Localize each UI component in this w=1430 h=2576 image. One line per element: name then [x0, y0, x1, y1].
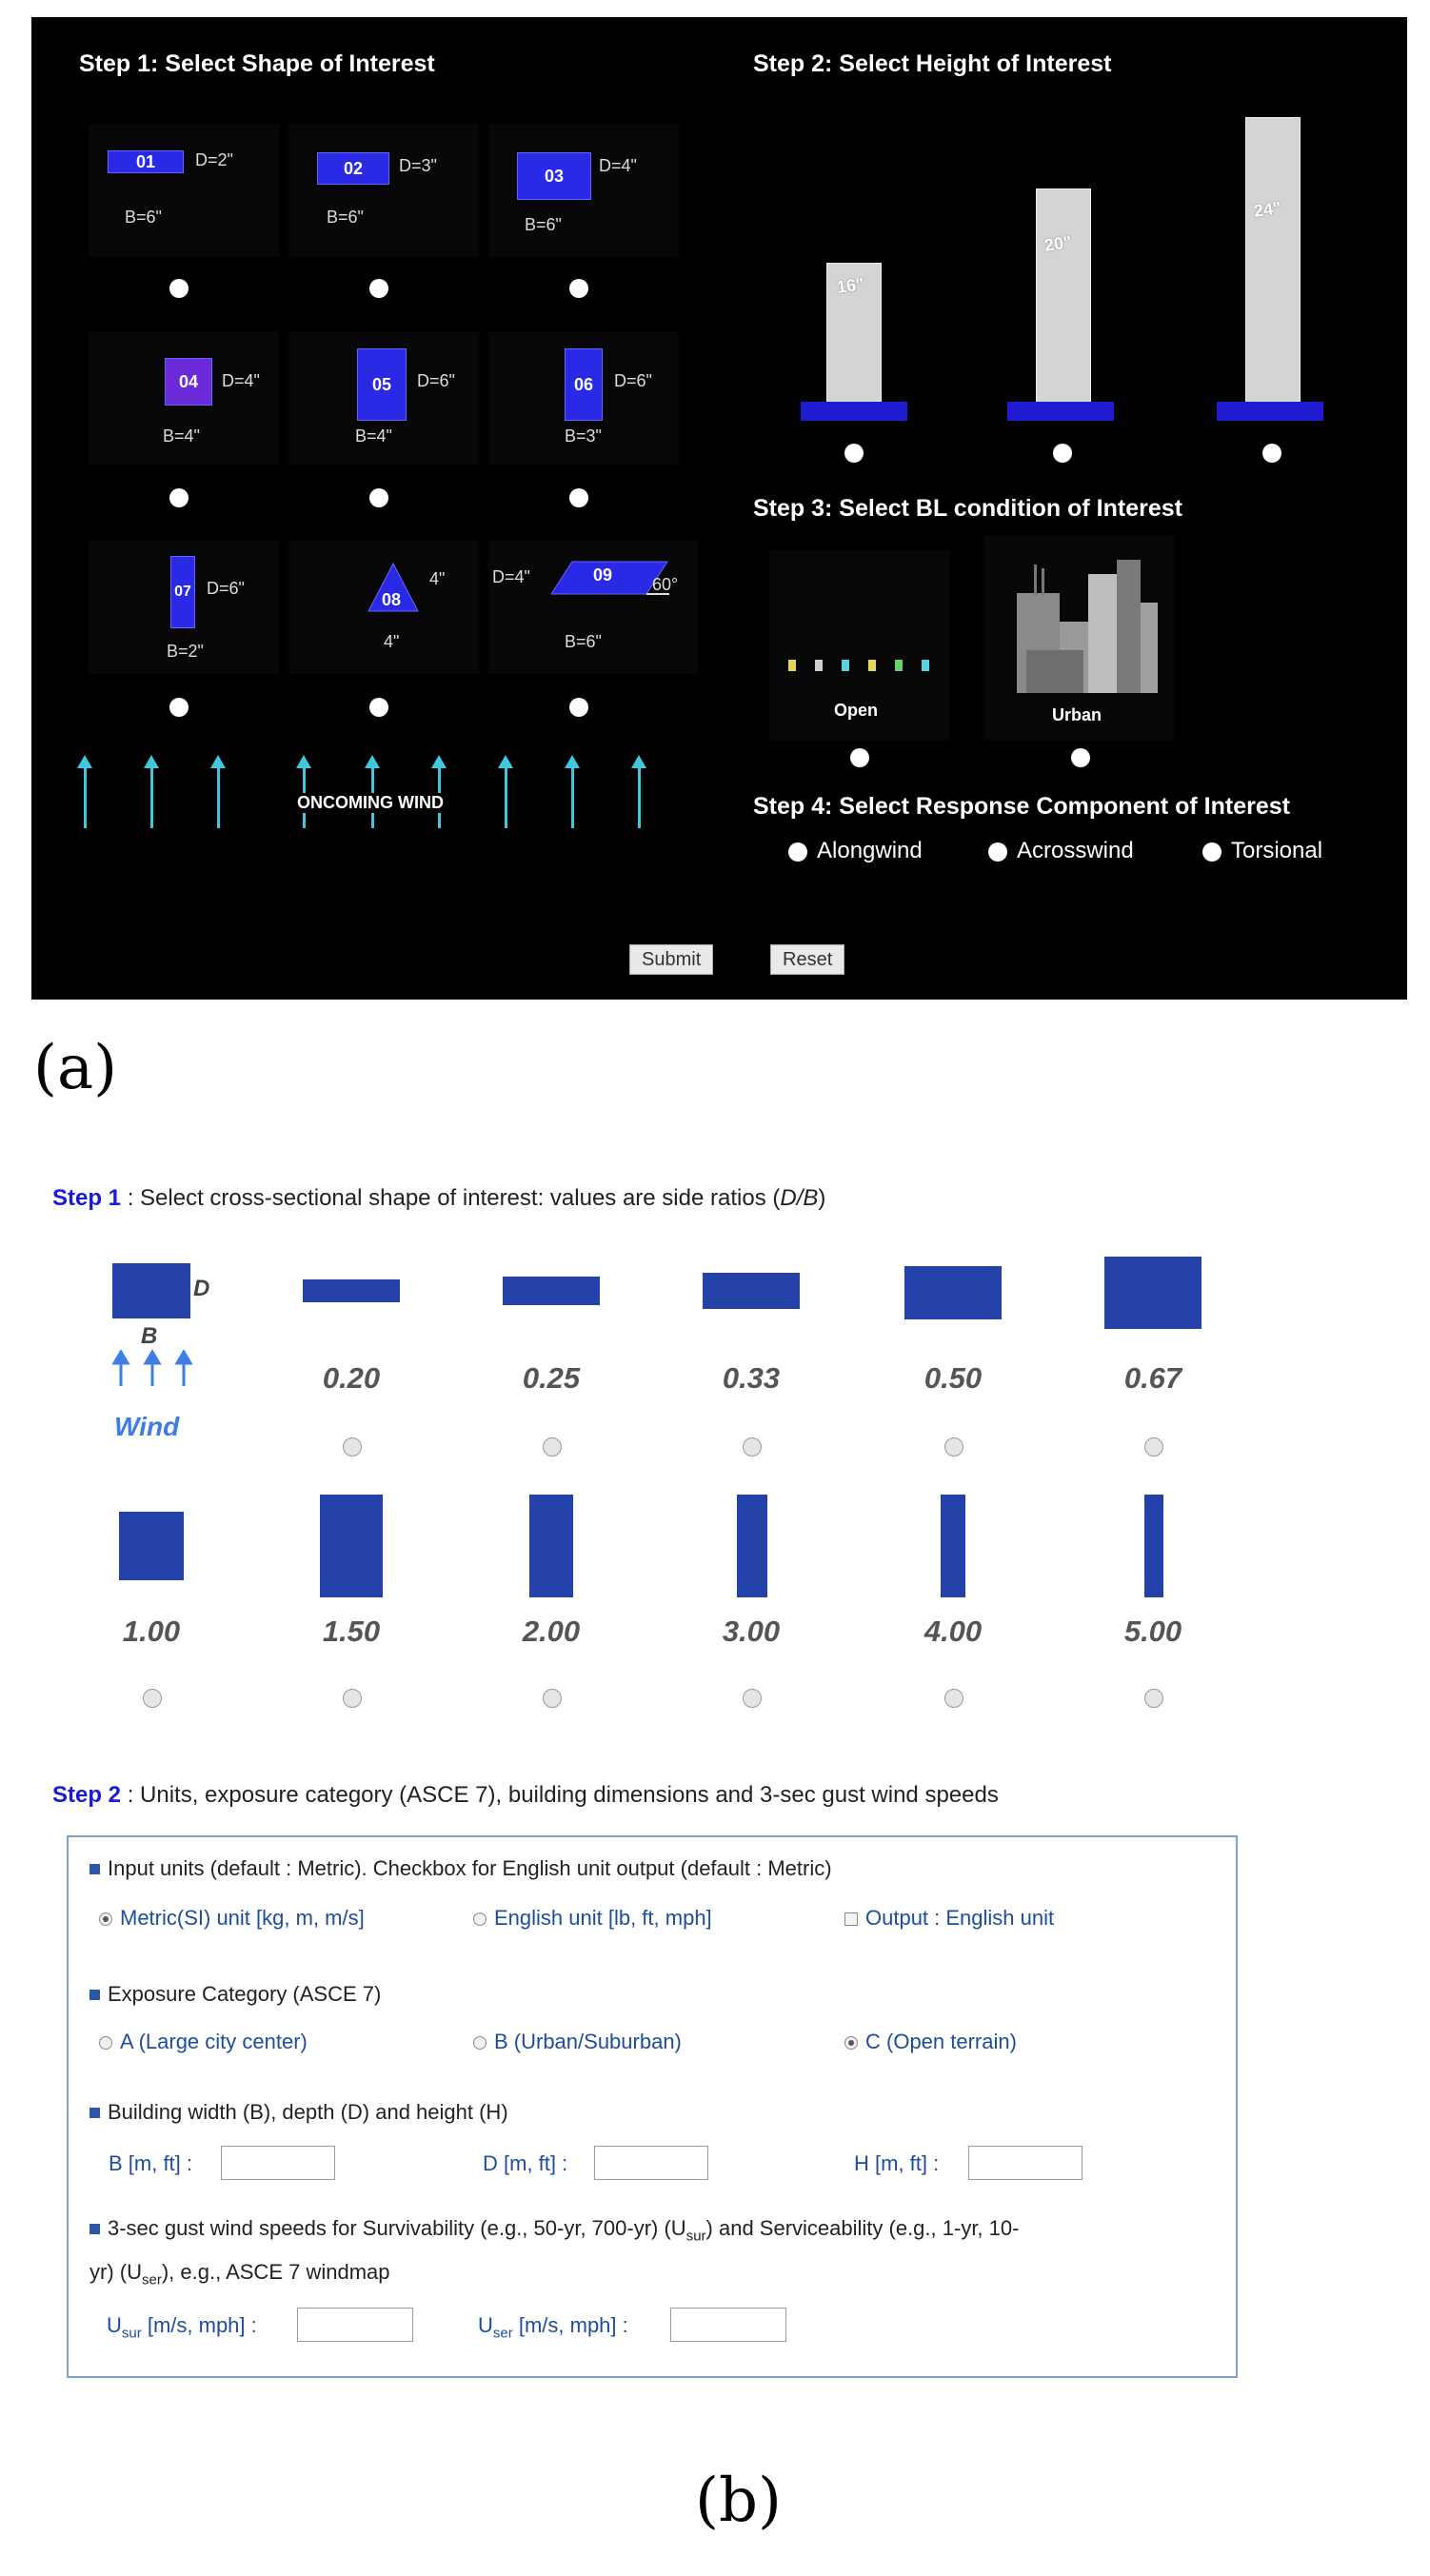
shape-07-width: B=2" — [167, 642, 204, 661]
section-bullet-icon — [89, 2224, 100, 2234]
shape-02-radio[interactable] — [369, 279, 388, 298]
ratio-5.00-radio[interactable] — [1144, 1689, 1163, 1708]
section-bullet-icon — [89, 2108, 100, 2118]
ratio-label: 3.00 — [722, 1615, 781, 1648]
step3-title: Step 3: Select BL condition of Interest — [753, 495, 1182, 522]
height-h-input[interactable] — [968, 2146, 1082, 2180]
height-h-label: H [m, ft] : — [854, 2151, 940, 2175]
ratio-0.50-radio[interactable] — [944, 1437, 963, 1456]
ratio-label: 0.25 — [522, 1361, 581, 1395]
oncoming-wind-label: ONCOMING WIND — [293, 793, 447, 813]
width-b-input[interactable] — [221, 2146, 335, 2180]
panel-a-label: (a) — [33, 1033, 118, 1103]
shape-02-depth: D=3" — [399, 156, 437, 175]
height-24-radio[interactable] — [1262, 444, 1281, 463]
shape-04-width: B=4" — [163, 426, 200, 446]
shape-05-depth: D=6" — [417, 371, 455, 390]
shape-ratio-2.00[interactable] — [529, 1495, 573, 1597]
shape-03-block[interactable]: 03 — [517, 152, 591, 200]
radio-checked-icon[interactable] — [844, 2036, 858, 2050]
legend-depth-label: D — [193, 1276, 210, 1301]
response-torsional-radio[interactable] — [1202, 842, 1221, 862]
gust-section-title-line2: yr) $(U_{ser})$, e.g., ASCE 7 windmap — [89, 2260, 390, 2289]
shape-ratio-0.50[interactable] — [904, 1266, 1002, 1319]
shape-01-depth: D=2" — [195, 150, 233, 169]
bl-urban-cell — [983, 536, 1174, 741]
shape-02-block[interactable]: 02 — [317, 152, 389, 185]
ratio-2.00-radio[interactable] — [543, 1689, 562, 1708]
unit-metric-option[interactable]: Metric(SI) unit [kg, m, m/s] — [99, 1906, 365, 1931]
radio-unchecked-icon[interactable] — [99, 2036, 112, 2050]
shape-cell-08 — [288, 541, 479, 674]
shape-06-depth: D=6" — [614, 371, 652, 390]
shape-08-width: 4" — [384, 632, 400, 651]
ratio-0.67-radio[interactable] — [1144, 1437, 1163, 1456]
shape-03-width: B=6" — [525, 215, 562, 234]
wind-arrows-icon — [109, 1350, 195, 1388]
ratio-4.00-radio[interactable] — [944, 1689, 963, 1708]
ratio-1.00-radio[interactable] — [143, 1689, 162, 1708]
usur-label: $U_{sur}$ [m/s, mph] : — [107, 2313, 257, 2342]
b-step1-ratio-symbol: D/B — [780, 1185, 819, 1211]
shape-cell-09 — [488, 541, 698, 674]
b-step2-text: : Units, exposure category (ASCE 7), building dimensions and 3-sec gust wind speeds — [121, 1782, 999, 1808]
b-step2-number: Step 2 — [52, 1782, 122, 1808]
shape-08-depth: 4" — [429, 569, 446, 588]
ratio-label: 1.50 — [322, 1615, 381, 1648]
gust-section-title-line1: 3-sec gust wind speeds for Survivability (e.g., 50-yr, 700-yr) $(U_{sur})$ and Serviceability (e.g., 1-yr, 10- — [89, 2216, 1019, 2244]
response-acrosswind-label: Acrosswind — [1017, 838, 1134, 863]
wind-legend-label: Wind — [114, 1412, 180, 1441]
shape-07-block[interactable]: 07 — [170, 556, 195, 628]
response-acrosswind-radio[interactable] — [988, 842, 1007, 862]
units-section-title: Input units (default : Metric). Checkbox for English unit output (default : Metric) — [89, 1856, 832, 1881]
b-step2-heading — [52, 1782, 999, 1809]
shape-03-radio[interactable] — [569, 279, 588, 298]
shape-06-radio[interactable] — [569, 488, 588, 507]
height-16-label: 16" — [835, 274, 865, 297]
response-alongwind-radio[interactable] — [788, 842, 807, 862]
exposure-a-option[interactable]: A (Large city center) — [99, 2030, 308, 2054]
shape-08-radio[interactable] — [369, 698, 388, 717]
shape-09-depth: D=4" — [492, 567, 530, 586]
shape-cell-03 — [488, 124, 679, 257]
radio-unchecked-icon[interactable] — [473, 1912, 487, 1926]
ratio-0.33-radio[interactable] — [743, 1437, 762, 1456]
shape-05-radio[interactable] — [369, 488, 388, 507]
shape-06-width: B=3" — [565, 426, 602, 446]
shape-09-number: 09 — [593, 565, 613, 585]
checkbox-icon[interactable] — [844, 1912, 858, 1926]
user-label: $U_{ser}$ [m/s, mph] : — [478, 2313, 628, 2342]
shape-08-number: 08 — [382, 590, 402, 609]
height-24-label: 24" — [1252, 198, 1282, 221]
b-step1-text: : Select cross-sectional shape of interest: values are side ratios ( — [121, 1185, 781, 1211]
ratio-label: 0.20 — [322, 1361, 381, 1395]
legend-shape — [112, 1263, 190, 1318]
radio-unchecked-icon[interactable] — [473, 2036, 487, 2050]
shape-ratio-0.33[interactable] — [703, 1273, 800, 1309]
shape-cell-04 — [89, 331, 279, 465]
bl-open-cell — [769, 550, 950, 741]
shape-05-block[interactable]: 05 — [357, 348, 407, 421]
ratio-0.25-radio[interactable] — [543, 1437, 562, 1456]
section-bullet-icon — [89, 1990, 100, 2000]
section-bullet-icon — [89, 1864, 100, 1874]
shape-cell-06 — [488, 331, 679, 465]
ratio-3.00-radio[interactable] — [743, 1689, 762, 1708]
shape-ratio-1.00[interactable] — [119, 1512, 184, 1580]
width-b-label: B [m, ft] : — [109, 2151, 193, 2175]
depth-d-label: D [m, ft] : — [483, 2151, 568, 2175]
shape-cell-07 — [89, 541, 279, 674]
shape-01-width: B=6" — [125, 208, 162, 227]
height-24-bar[interactable] — [1245, 117, 1301, 404]
ratio-0.20-radio[interactable] — [343, 1437, 362, 1456]
shape-ratio-3.00[interactable] — [737, 1495, 767, 1597]
height-16-base — [801, 402, 907, 421]
ratio-label: 2.00 — [522, 1615, 581, 1648]
step4-title: Step 4: Select Response Component of Interest — [753, 793, 1290, 820]
shape-07-depth: D=6" — [207, 579, 245, 598]
step1-title: Step 1: Select Shape of Interest — [79, 50, 435, 77]
depth-d-input[interactable] — [594, 2146, 708, 2180]
height-20-radio[interactable] — [1053, 444, 1072, 463]
shape-03-depth: D=4" — [599, 156, 637, 175]
dims-section-title: Building width (B), depth (D) and height (H) — [89, 2100, 508, 2125]
submit-button[interactable]: Submit — [629, 944, 713, 975]
b-step1-heading — [52, 1185, 825, 1212]
exposure-section-title: Exposure Category (ASCE 7) — [89, 1982, 381, 2007]
reset-button[interactable]: Reset — [770, 944, 844, 975]
urban-city-icon — [1007, 555, 1160, 693]
bl-open-radio[interactable] — [850, 748, 869, 767]
unit-english-option[interactable]: English unit [lb, ft, mph] — [473, 1906, 712, 1931]
shape-06-block[interactable]: 06 — [565, 348, 603, 421]
shape-04-radio[interactable] — [169, 488, 189, 507]
height-20-base — [1007, 402, 1114, 421]
open-terrain-icon — [779, 650, 941, 679]
ratio-label: 4.00 — [924, 1615, 983, 1648]
panel-a-interface — [31, 17, 1407, 1000]
shape-04-depth: D=4" — [222, 371, 260, 390]
shape-ratio-0.25[interactable] — [503, 1277, 600, 1305]
user-input[interactable] — [670, 2308, 786, 2342]
shape-ratio-1.50[interactable] — [320, 1495, 383, 1597]
bl-urban-label: Urban — [1052, 705, 1102, 724]
shape-ratio-0.67[interactable] — [1104, 1257, 1202, 1329]
shape-01-radio[interactable] — [169, 279, 189, 298]
b-step1-number: Step 1 — [52, 1185, 122, 1211]
shape-cell-02 — [288, 124, 479, 257]
shape-09-radio[interactable] — [569, 698, 588, 717]
bl-urban-radio[interactable] — [1071, 748, 1090, 767]
shape-ratio-4.00[interactable] — [941, 1495, 965, 1597]
shape-07-radio[interactable] — [169, 698, 189, 717]
height-24-base — [1217, 402, 1323, 421]
ratio-label: 0.67 — [1123, 1361, 1182, 1395]
panel-b-label: (b) — [695, 2466, 782, 2536]
input-form — [67, 1835, 1238, 2378]
shape-ratio-0.20[interactable] — [303, 1279, 400, 1302]
response-torsional-label: Torsional — [1231, 838, 1323, 863]
shape-05-width: B=4" — [355, 426, 392, 446]
shape-01-block[interactable]: 01 — [108, 150, 184, 173]
ratio-1.50-radio[interactable] — [343, 1689, 362, 1708]
ratio-label: 5.00 — [1123, 1615, 1182, 1648]
exposure-c-option[interactable]: C (Open terrain) — [844, 2030, 1017, 2054]
radio-checked-icon[interactable] — [99, 1912, 112, 1926]
shape-09-width: B=6" — [565, 632, 602, 651]
usur-input[interactable] — [297, 2308, 413, 2342]
step2-title: Step 2: Select Height of Interest — [753, 50, 1112, 77]
shape-09-angle: 60° — [652, 575, 679, 594]
response-alongwind-label: Alongwind — [817, 838, 923, 863]
ratio-label: 0.33 — [722, 1361, 781, 1395]
exposure-b-option[interactable]: B (Urban/Suburban) — [473, 2030, 682, 2054]
height-16-radio[interactable] — [844, 444, 864, 463]
b-step1-close: ) — [818, 1185, 826, 1211]
legend-width-label: B — [141, 1323, 158, 1349]
shape-cell-05 — [288, 331, 479, 465]
shape-02-width: B=6" — [327, 208, 364, 227]
shape-04-block[interactable]: 04 — [165, 358, 212, 406]
ratio-label: 0.50 — [924, 1361, 983, 1395]
shape-ratio-5.00[interactable] — [1144, 1495, 1163, 1597]
ratio-label: 1.00 — [122, 1615, 181, 1648]
bl-open-label: Open — [834, 701, 879, 720]
height-20-bar[interactable] — [1036, 188, 1091, 404]
height-20-label: 20" — [1043, 232, 1073, 255]
output-english-checkbox[interactable]: Output : English unit — [844, 1906, 1054, 1931]
shape-cell-01 — [89, 124, 279, 257]
